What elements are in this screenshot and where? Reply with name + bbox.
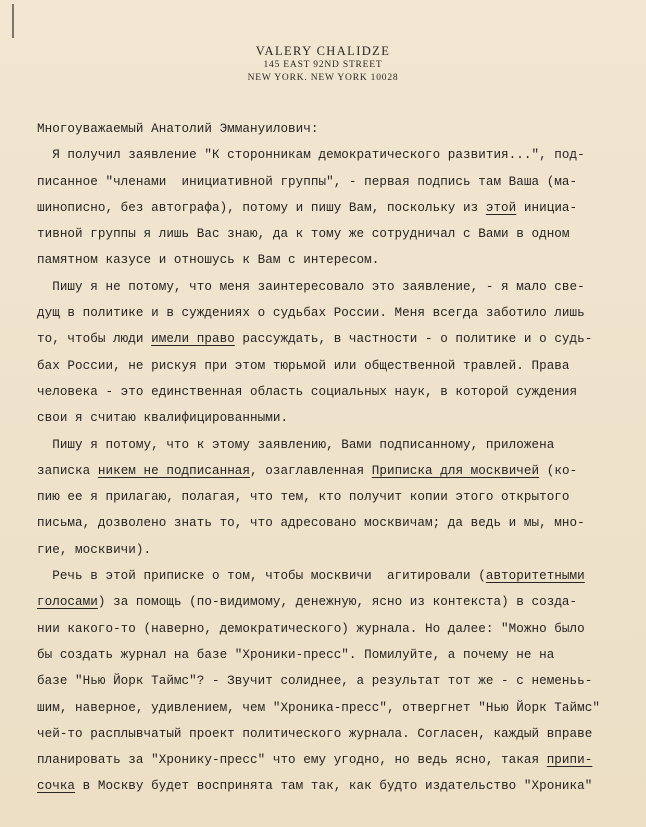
letter-line <box>37 747 629 773</box>
margin-mark <box>12 4 14 38</box>
letter-line <box>37 247 629 273</box>
letterhead-name: VALERY CHALIDZE <box>255 44 391 58</box>
text-segment: дущ в политике и в суждениях о судьбах России. Меня всегда заботило лишь <box>37 306 585 321</box>
letter-line <box>37 563 629 589</box>
underlined-text: имели право <box>151 332 235 347</box>
text-segment: планировать за "Хронику-пресс" что ему угодно, но ведь ясно, такая <box>37 753 547 768</box>
underlined-text: авторитетными <box>485 569 585 584</box>
letter-line <box>37 326 629 352</box>
letter-line <box>37 589 629 615</box>
letter-line <box>37 695 629 721</box>
text-segment: тивной группы я лишь Вас знаю, да к тому же сотрудничал с Вами в одном <box>37 227 570 242</box>
letter-line <box>37 274 629 300</box>
text-segment: Пишу я потому, что к этому заявлению, Вами подписанному, приложена <box>37 437 555 452</box>
letter-line <box>37 221 629 247</box>
text-segment: , озаглавленная <box>250 463 372 478</box>
text-segment: чей-то расплывчатый проект политического журнала. Согласен, каждый вправе <box>37 726 593 741</box>
underlined-text: сочка <box>37 779 76 794</box>
letter-line <box>37 432 629 458</box>
text-segment: записка <box>37 463 98 478</box>
text-segment: гие, москвичи). <box>37 542 152 557</box>
letter-line <box>37 300 629 326</box>
text-segment: пию ее я прилагаю, полагая, что тем, кто получит копии этого открытого <box>37 490 570 505</box>
letter-line <box>37 353 629 379</box>
underlined-text: никем не подписанная <box>97 463 251 478</box>
text-segment: то, чтобы люди <box>37 332 152 347</box>
letter-line <box>37 379 629 405</box>
text-segment: Я получил заявление "К сторонникам демократического развития...", под- <box>37 148 585 163</box>
letterhead-street: 145 EAST 92ND STREET <box>263 60 383 70</box>
text-segment: бы создать журнал на базе "Хроники-пресс". Помилуйте, а почему не на <box>37 647 555 662</box>
text-segment: бах России, не рискуя при этом тюрьмой или общественной травлей. Права <box>37 358 570 373</box>
letter-line <box>37 642 629 668</box>
text-segment: Многоуважаемый Анатолий Эммануилович: <box>37 122 319 136</box>
text-segment: свои я считаю квалифицированными. <box>37 411 289 426</box>
letter-line <box>37 484 629 510</box>
letter-body <box>37 116 629 800</box>
letter-line <box>37 116 629 142</box>
text-segment: нии какого-то (наверно, демократического) журнала. Но далее: "Можно было <box>37 621 585 636</box>
underlined-text: припи- <box>546 753 593 768</box>
text-segment: (ко- <box>539 463 578 478</box>
text-segment: письма, дозволено знать то, что адресовано москвичам; да ведь и мы, мно- <box>37 516 585 531</box>
letter-line <box>37 169 629 195</box>
letter-line <box>37 616 629 642</box>
letter-line <box>37 668 629 694</box>
text-segment: Пишу я не потому, что меня заинтересовало это заявление, - я мало све- <box>37 279 585 294</box>
text-segment: писанное "членами инициативной группы", - первая подпись там Ваша (ма- <box>37 174 578 189</box>
underlined-text: голосами <box>37 595 98 610</box>
letter-line <box>37 721 629 747</box>
underlined-text: Приписка для москвичей <box>371 463 540 478</box>
text-segment: Речь в этой приписке о том, чтобы москвичи агитировали ( <box>37 569 486 584</box>
text-segment: памятном казусе и отношусь к Вам с интересом. <box>37 253 380 268</box>
letter-line <box>37 773 629 799</box>
letter-line <box>37 510 629 536</box>
text-segment: шим, наверное, удивлением, чем "Хроника-пресс", отвергнет "Нью Йорк Таймс" <box>37 700 600 715</box>
letterhead <box>0 44 646 85</box>
underlined-text: этой <box>485 200 517 215</box>
letterhead-city: NEW YORK. NEW YORK 10028 <box>247 73 399 83</box>
text-segment: базе "Нью Йорк Таймс"? - Звучит солиднее, а результат тот же - с неменьь- <box>37 674 593 689</box>
text-segment: в Москву будет воспринята там так, как будто издательство "Хроника" <box>75 779 593 794</box>
letter-line <box>37 405 629 431</box>
letter-line <box>37 195 629 221</box>
letter-line <box>37 537 629 563</box>
text-segment: шинописно, без автографа), потому и пишу Вам, поскольку из <box>37 200 486 215</box>
text-segment: рассуждать, в частности - о политике и о судь- <box>234 332 593 347</box>
text-segment: инициа- <box>516 200 578 215</box>
text-segment: человека - это единственная область социальных наук, в которой суждения <box>37 384 578 399</box>
letter-line <box>37 458 629 484</box>
letter-line <box>37 142 629 168</box>
text-segment: ) за помощь (по-видимому, денежную, ясно из контекста) в созда- <box>97 595 578 610</box>
